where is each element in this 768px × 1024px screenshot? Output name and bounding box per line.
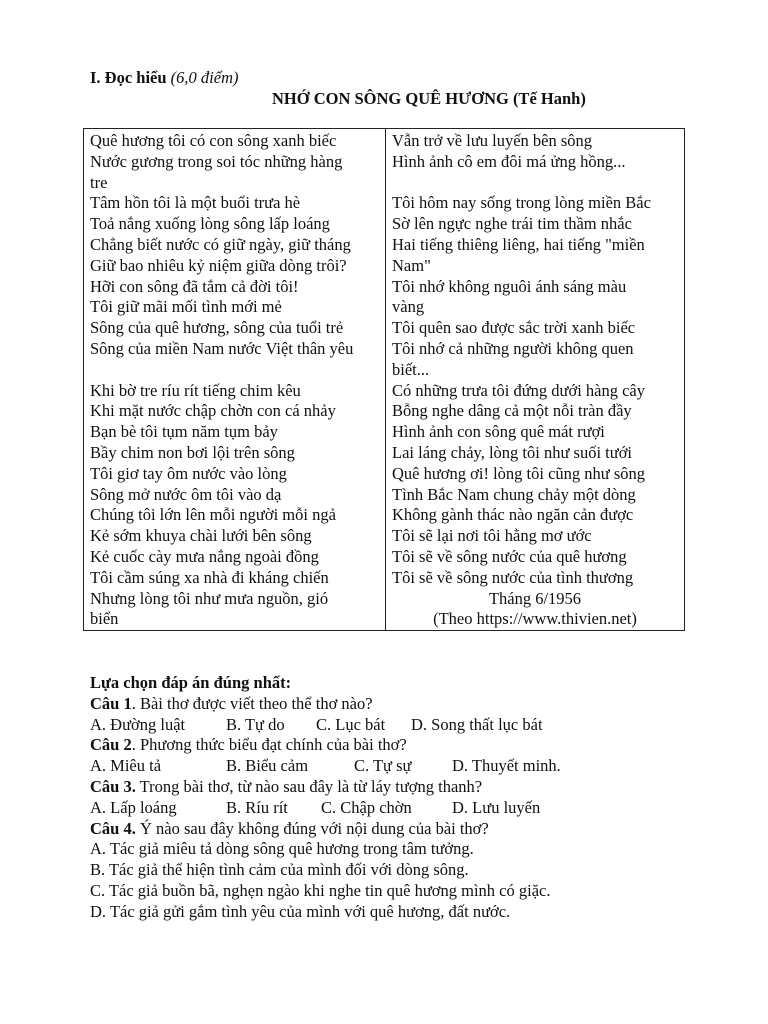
poem-line: Tôi cầm súng xa nhà đi kháng chiến bbox=[90, 567, 329, 587]
poem-date: Tháng 6/1956 bbox=[488, 588, 582, 608]
option-a[interactable]: A. Lấp loáng bbox=[90, 797, 177, 817]
question-label: Câu 4. bbox=[90, 818, 136, 838]
poem-stanza-break bbox=[392, 173, 678, 194]
poem-line: tre bbox=[90, 172, 108, 192]
poem-line: Khi mặt nước chập chờn con cá nhảy bbox=[90, 401, 336, 421]
questions-section bbox=[90, 673, 710, 923]
poem-line: Khi bờ tre ríu rít tiếng chim kêu bbox=[90, 380, 301, 400]
questions-heading: Lựa chọn đáp án đúng nhất: bbox=[90, 673, 292, 692]
option-c[interactable]: C. Tác giả buồn bã, nghẹn ngào khi nghe tin quê hương mình có giặc. bbox=[90, 880, 551, 900]
poem-line: Hình ảnh con sông quê mát rượi bbox=[392, 422, 605, 442]
question-2-options bbox=[90, 756, 710, 777]
option-c[interactable]: C. Chập chờn bbox=[321, 797, 412, 817]
option-c[interactable]: C. Lục bát bbox=[316, 714, 386, 734]
poem-line: Sông mở nước ôm tôi vào dạ bbox=[90, 484, 282, 504]
poem-line: Nước gương trong soi tóc những hàng bbox=[90, 151, 343, 171]
poem-line: Tôi giơ tay ôm nước vào lòng bbox=[90, 463, 287, 483]
question-label: Câu 3. bbox=[90, 776, 136, 796]
poem-line: Hình ảnh cô em đôi má ửng hồng... bbox=[392, 151, 626, 171]
poem-line: Không gành thác nào ngăn cản được bbox=[392, 505, 634, 525]
poem-line: Tôi nhớ không nguôi ánh sáng màu bbox=[392, 276, 627, 296]
poem-line: Quê hương tôi có con sông xanh biếc bbox=[90, 131, 337, 150]
poem-line: Bỗng nghe dâng cả một nỗi tràn đầy bbox=[392, 401, 632, 421]
poem-line: Tôi sẽ về sông nước của tình thương bbox=[392, 567, 634, 587]
option-d[interactable]: D. Lưu luyến bbox=[452, 797, 541, 817]
question-label: Câu 1 bbox=[90, 693, 132, 713]
poem-line: Sờ lên ngực nghe trái tim thầm nhắc bbox=[392, 214, 632, 234]
poem-line: Toả nắng xuống lòng sông lấp loáng bbox=[90, 214, 330, 234]
poem-line: Hỡi con sông đã tắm cả đời tôi! bbox=[90, 276, 299, 296]
poem-source: (Theo https://www.thivien.net) bbox=[433, 609, 637, 629]
poem-line: Quê hương ơi! lòng tôi cũng như sông bbox=[392, 463, 646, 483]
option-d[interactable]: D. Tác giả gửi gắm tình yêu của mình với quê hương, đất nước. bbox=[90, 901, 511, 921]
option-b[interactable]: B. Ríu rít bbox=[226, 797, 288, 817]
poem-stanza-break bbox=[90, 360, 379, 381]
poem-line: Kẻ sớm khuya chài lưới bên sông bbox=[90, 526, 312, 546]
poem-table bbox=[83, 128, 685, 631]
option-a[interactable]: A. Đường luật bbox=[90, 714, 186, 734]
question-1 bbox=[90, 694, 710, 715]
poem-line: Bầy chim non bơi lội trên sông bbox=[90, 442, 295, 462]
poem-line: biết... bbox=[392, 359, 430, 379]
poem-line: Sông của quê hương, sông của tuổi trẻ bbox=[90, 318, 344, 338]
poem-line: Chúng tôi lớn lên mỗi người mỗi ngả bbox=[90, 505, 336, 525]
option-b[interactable]: B. Biểu cảm bbox=[226, 756, 309, 776]
poem-line: Nhưng lòng tôi như mưa nguồn, gió bbox=[90, 588, 329, 608]
question-3-options bbox=[90, 798, 710, 819]
option-d[interactable]: D. Song thất lục bát bbox=[411, 714, 543, 734]
poem-line: Bạn bè tôi tụm năm tụm bảy bbox=[90, 422, 278, 442]
option-c[interactable]: C. Tự sự bbox=[354, 756, 412, 776]
option-a[interactable]: A. Tác giả miêu tả dòng sông quê hương trong tâm tưởng. bbox=[90, 839, 474, 859]
poem-line: Tôi sẽ lại nơi tôi hằng mơ ước bbox=[392, 526, 592, 546]
poem-line: vàng bbox=[392, 297, 425, 317]
poem-line: biển bbox=[90, 609, 119, 629]
section-heading bbox=[90, 68, 239, 89]
question-text: Ý nào sau đây không đúng với nội dung của bài thơ? bbox=[135, 818, 489, 838]
poem-left-column bbox=[84, 129, 386, 630]
poem-line: Chẳng biết nước có giữ ngày, giữ tháng bbox=[90, 234, 351, 254]
section-points: (6,0 điểm) bbox=[170, 68, 239, 87]
poem-line: Tôi quên sao được sắc trời xanh biếc bbox=[392, 318, 636, 338]
question-4 bbox=[90, 819, 710, 840]
poem-line: Tâm hồn tôi là một buổi trưa hè bbox=[90, 193, 301, 213]
option-b[interactable]: B. Tự do bbox=[226, 714, 285, 734]
poem-line: Tôi nhớ cả những người không quen bbox=[392, 338, 634, 358]
question-1-options bbox=[90, 715, 710, 736]
poem-line: Kẻ cuốc cày mưa nắng ngoài đồng bbox=[90, 546, 319, 566]
poem-line: Nam" bbox=[392, 255, 431, 275]
section-label: I. Đọc hiểu bbox=[90, 68, 167, 87]
option-d[interactable]: D. Thuyết minh. bbox=[452, 756, 561, 776]
poem-line: Tình Bắc Nam chung chảy một dòng bbox=[392, 484, 636, 504]
question-2 bbox=[90, 735, 710, 756]
poem-line: Hai tiếng thiêng liêng, hai tiếng "miền bbox=[392, 234, 645, 254]
question-label: Câu 2 bbox=[90, 735, 132, 755]
question-text: . Bài thơ được viết theo thể thơ nào? bbox=[131, 693, 373, 713]
poem-line: Lai láng chảy, lòng tôi như suối tưới bbox=[392, 442, 633, 462]
poem-line: Vẫn trở về lưu luyến bên sông bbox=[392, 131, 593, 150]
option-a[interactable]: A. Miêu tả bbox=[90, 756, 162, 776]
option-b[interactable]: B. Tác giả thể hiện tình cảm của mình đối với dòng sông. bbox=[90, 860, 469, 880]
question-text: . Phương thức biểu đạt chính của bài thơ? bbox=[131, 735, 407, 755]
question-text: Trong bài thơ, từ nào sau đây là từ láy tượng thanh? bbox=[135, 776, 483, 796]
poem-line: Giữ bao nhiêu kỷ niệm giữa dòng trôi? bbox=[90, 255, 347, 275]
poem-right-column bbox=[386, 129, 684, 630]
poem-line: Tôi giữ mãi mối tình mới mẻ bbox=[90, 297, 282, 317]
poem-line: Tôi sẽ về sông nước của quê hương bbox=[392, 546, 627, 566]
poem-title: NHỚ CON SÔNG QUÊ HƯƠNG (Tế Hanh) bbox=[272, 89, 586, 108]
poem-line: Tôi hôm nay sống trong lòng miền Bắc bbox=[392, 193, 651, 213]
question-3 bbox=[90, 777, 710, 798]
poem-line: Có những trưa tôi đứng dưới hàng cây bbox=[392, 380, 646, 400]
poem-line: Sông của miền Nam nước Việt thân yêu bbox=[90, 338, 354, 358]
